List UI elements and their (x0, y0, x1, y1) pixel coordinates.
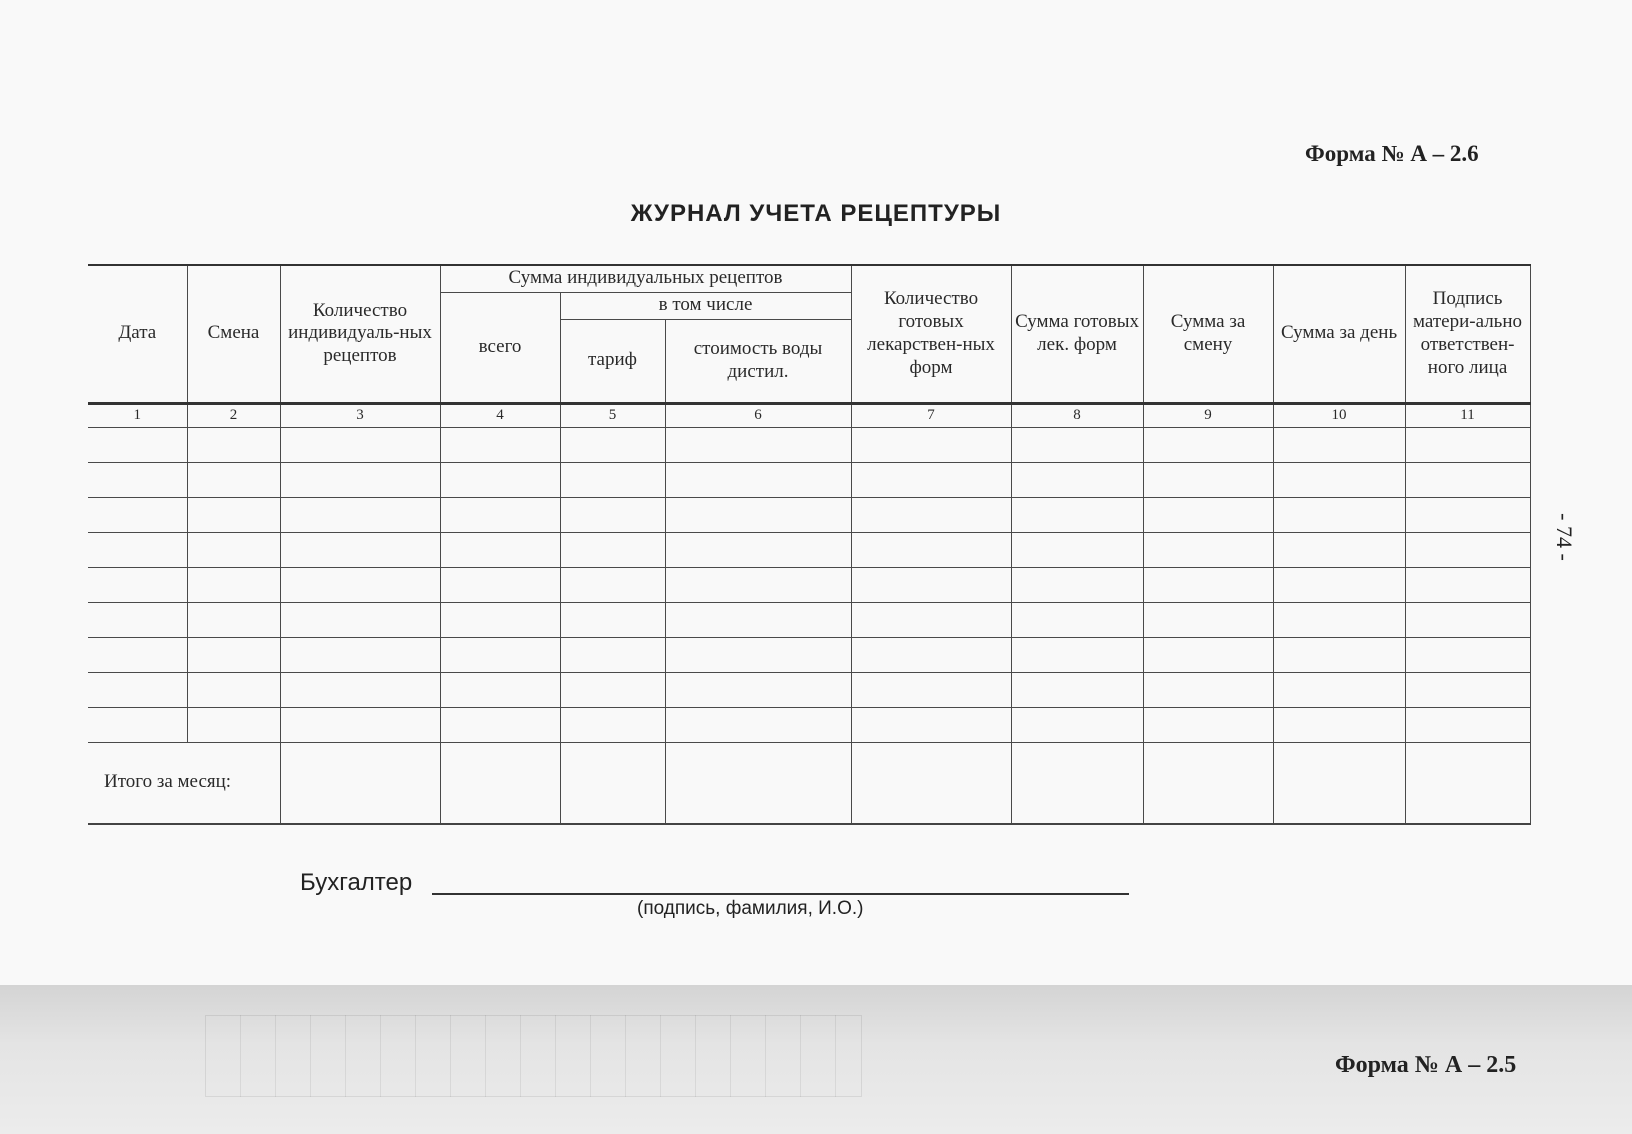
column-number: 4 (440, 403, 560, 427)
total-label: Итого за месяц: (88, 742, 280, 824)
table-cell[interactable] (280, 707, 440, 742)
column-number: 5 (560, 403, 665, 427)
header-ready-forms-count: Количество готовых лекарствен-ных форм (851, 265, 1011, 403)
table-cell[interactable] (280, 602, 440, 637)
table-cell[interactable] (440, 637, 560, 672)
header-date: Дата (88, 265, 187, 403)
column-number: 2 (187, 403, 280, 427)
table-cell[interactable] (88, 427, 187, 462)
table-cell[interactable] (1405, 567, 1530, 602)
table-cell[interactable] (280, 462, 440, 497)
table-cell[interactable] (187, 497, 280, 532)
total-cell[interactable] (1011, 742, 1143, 824)
table-cell[interactable] (1273, 707, 1405, 742)
column-number: 1 (88, 403, 187, 427)
table-cell[interactable] (851, 707, 1011, 742)
table-cell[interactable] (88, 497, 187, 532)
table-cell[interactable] (665, 567, 851, 602)
table-cell[interactable] (88, 637, 187, 672)
total-cell[interactable] (280, 742, 440, 824)
table-row (88, 707, 1530, 742)
header-signature: Подпись матери-ально ответствен-ного лица (1405, 265, 1530, 403)
table-cell[interactable] (1143, 497, 1273, 532)
page-number: - 74 - (1551, 513, 1577, 561)
table-row (88, 672, 1530, 707)
table-cell[interactable] (1143, 427, 1273, 462)
table-cell[interactable] (1011, 637, 1143, 672)
table-cell[interactable] (187, 672, 280, 707)
table-cell[interactable] (1273, 427, 1405, 462)
table-cell[interactable] (1011, 707, 1143, 742)
table-cell[interactable] (1273, 532, 1405, 567)
table-cell[interactable] (280, 532, 440, 567)
table-cell[interactable] (560, 567, 665, 602)
table-cell[interactable] (1405, 427, 1530, 462)
table-cell[interactable] (280, 672, 440, 707)
table-row (88, 427, 1530, 462)
table-cell[interactable] (280, 427, 440, 462)
table-cell[interactable] (440, 532, 560, 567)
table-cell[interactable] (1273, 497, 1405, 532)
table-cell[interactable] (665, 707, 851, 742)
table-cell[interactable] (1011, 567, 1143, 602)
table-cell[interactable] (665, 462, 851, 497)
table-cell[interactable] (665, 602, 851, 637)
table-cell[interactable] (851, 532, 1011, 567)
column-number: 6 (665, 403, 851, 427)
table-row (88, 532, 1530, 567)
table-row (88, 567, 1530, 602)
table-cell[interactable] (560, 462, 665, 497)
table-cell[interactable] (88, 602, 187, 637)
table-cell[interactable] (560, 427, 665, 462)
next-page-edge (0, 985, 1632, 1134)
table-cell[interactable] (1405, 637, 1530, 672)
table-cell[interactable] (560, 532, 665, 567)
column-number: 10 (1273, 403, 1405, 427)
table-cell[interactable] (440, 462, 560, 497)
table-cell[interactable] (1405, 497, 1530, 532)
table-cell[interactable] (88, 462, 187, 497)
table-cell[interactable] (560, 602, 665, 637)
column-number-row (88, 403, 1530, 427)
table-cell[interactable] (1143, 532, 1273, 567)
table-cell[interactable] (1011, 462, 1143, 497)
data-rows (88, 427, 1530, 742)
header-shift-sum: Сумма за смену (1143, 265, 1273, 403)
table-cell[interactable] (1143, 672, 1273, 707)
accountant-label: Бухгалтер (300, 869, 413, 896)
table-cell[interactable] (1273, 637, 1405, 672)
table-cell[interactable] (1011, 497, 1143, 532)
table-cell[interactable] (187, 427, 280, 462)
table-cell[interactable] (187, 462, 280, 497)
total-cell[interactable] (665, 742, 851, 824)
total-cell[interactable] (560, 742, 665, 824)
column-number: 3 (280, 403, 440, 427)
table-cell[interactable] (560, 637, 665, 672)
table-cell[interactable] (440, 427, 560, 462)
header-total: всего (440, 292, 560, 403)
total-cell[interactable] (1143, 742, 1273, 824)
table-cell[interactable] (1143, 637, 1273, 672)
table-cell[interactable] (1011, 532, 1143, 567)
header-distilled-water: стоимость воды дистил. (665, 319, 851, 403)
table-cell[interactable] (1011, 427, 1143, 462)
table-cell[interactable] (88, 567, 187, 602)
table-cell[interactable] (851, 637, 1011, 672)
table-cell[interactable] (1273, 567, 1405, 602)
table-cell[interactable] (560, 497, 665, 532)
table-cell[interactable] (560, 707, 665, 742)
table-row (88, 602, 1530, 637)
total-cell[interactable] (1273, 742, 1405, 824)
table-cell[interactable] (851, 497, 1011, 532)
signature-line[interactable] (432, 893, 1129, 895)
table-cell[interactable] (440, 497, 560, 532)
table-cell[interactable] (1405, 672, 1530, 707)
table-cell[interactable] (851, 462, 1011, 497)
table-cell[interactable] (851, 567, 1011, 602)
column-number: 11 (1405, 403, 1530, 427)
table-cell[interactable] (187, 637, 280, 672)
journal-table (88, 264, 1531, 825)
table-cell[interactable] (665, 532, 851, 567)
table-row (88, 637, 1530, 672)
table-cell[interactable] (280, 497, 440, 532)
total-cell[interactable] (1405, 742, 1530, 824)
header-tariff: тариф (560, 319, 665, 403)
table-cell[interactable] (440, 567, 560, 602)
header-shift: Смена (187, 265, 280, 403)
table-cell[interactable] (440, 707, 560, 742)
total-cell[interactable] (851, 742, 1011, 824)
table-cell[interactable] (1273, 602, 1405, 637)
total-row (88, 742, 1530, 824)
table-row (88, 462, 1530, 497)
table-cell[interactable] (187, 707, 280, 742)
table-cell[interactable] (187, 567, 280, 602)
table-cell[interactable] (560, 672, 665, 707)
form-number: Форма № А – 2.6 (1305, 141, 1479, 166)
table-cell[interactable] (851, 427, 1011, 462)
bleed-through-grid (205, 1015, 862, 1097)
table-cell[interactable] (1011, 672, 1143, 707)
table-cell[interactable] (1143, 707, 1273, 742)
header-individual-count: Количество индивидуаль-ных рецептов (280, 265, 440, 403)
signature-caption: (подпись, фамилия, И.О.) (637, 898, 864, 919)
table-row (88, 497, 1530, 532)
table-cell[interactable] (665, 497, 851, 532)
column-number: 7 (851, 403, 1011, 427)
header-ready-forms-sum: Сумма готовых лек. форм (1011, 265, 1143, 403)
table-cell[interactable] (88, 707, 187, 742)
header-day-sum: Сумма за день (1273, 265, 1405, 403)
next-form-number: Форма № А – 2.5 (1335, 1052, 1517, 1078)
table-cell[interactable] (187, 532, 280, 567)
table-cell[interactable] (1405, 462, 1530, 497)
table-cell[interactable] (1143, 462, 1273, 497)
table-cell[interactable] (665, 637, 851, 672)
table-cell[interactable] (440, 602, 560, 637)
table-cell[interactable] (851, 672, 1011, 707)
table-cell[interactable] (1011, 602, 1143, 637)
table-cell[interactable] (280, 637, 440, 672)
table-cell[interactable] (88, 672, 187, 707)
table-cell[interactable] (88, 532, 187, 567)
table-cell[interactable] (440, 672, 560, 707)
table-cell[interactable] (1273, 672, 1405, 707)
table-cell[interactable] (1405, 602, 1530, 637)
table-cell[interactable] (1405, 707, 1530, 742)
table-cell[interactable] (1273, 462, 1405, 497)
total-cell[interactable] (440, 742, 560, 824)
header-individual-sum-group: Сумма индивидуальных рецептов (440, 265, 851, 292)
table-cell[interactable] (665, 427, 851, 462)
column-number: 8 (1011, 403, 1143, 427)
table-cell[interactable] (1143, 567, 1273, 602)
table-cell[interactable] (1405, 532, 1530, 567)
table-cell[interactable] (851, 602, 1011, 637)
table-cell[interactable] (1143, 602, 1273, 637)
header-including: в том числе (560, 292, 851, 319)
table-cell[interactable] (187, 602, 280, 637)
table-cell[interactable] (665, 672, 851, 707)
column-number: 9 (1143, 403, 1273, 427)
table-cell[interactable] (280, 567, 440, 602)
journal-title: ЖУРНАЛ УЧЕТА РЕЦЕПТУРЫ (630, 200, 1002, 227)
